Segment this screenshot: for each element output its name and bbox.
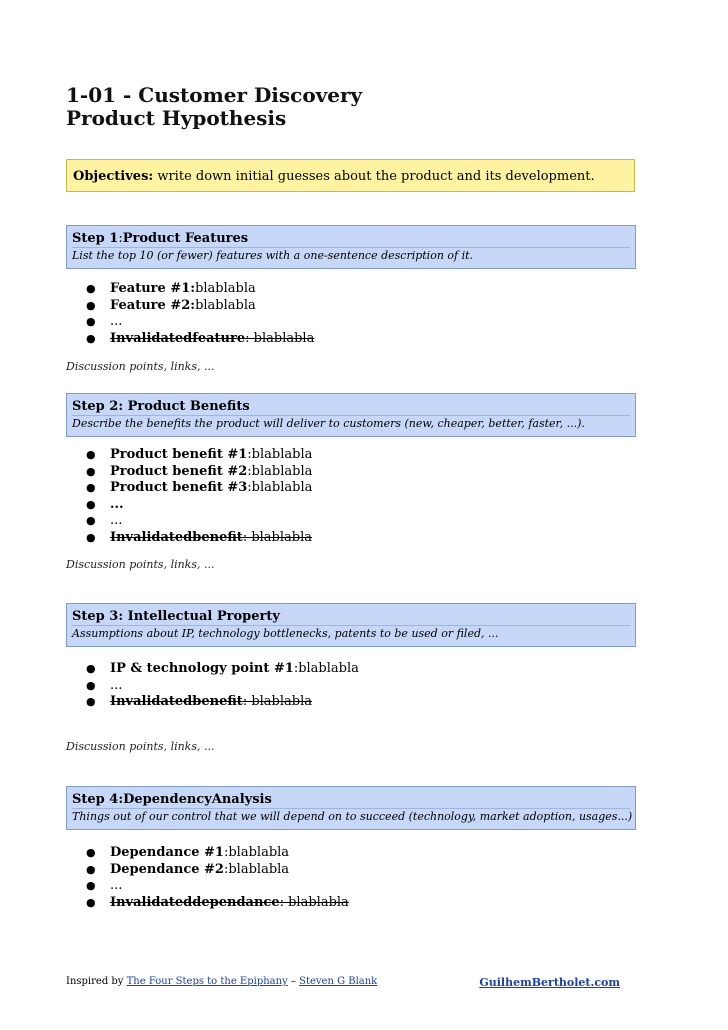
step3-list [86, 661, 359, 711]
item-label: Product benefit #3 [110, 480, 248, 496]
list-item [86, 480, 312, 497]
item-label: Product benefit #1 [110, 447, 248, 462]
list-item-invalidated [86, 895, 349, 912]
site-link[interactable]: GuilhemBertholet.com [479, 976, 620, 989]
footer-dash: – [287, 976, 300, 987]
step1-title-step: Step 1 [72, 231, 119, 246]
footer-prefix: Inspired by [66, 976, 127, 987]
step4-list [86, 845, 349, 911]
item-text: :blablabla [223, 845, 290, 860]
item-text: ... [110, 513, 123, 529]
step3-title: Step 3: Intellectual Property [72, 609, 280, 624]
objectives-label: Objectives: [73, 169, 154, 184]
book-link[interactable]: The Four Steps to the Epiphany [126, 976, 288, 987]
list-item [86, 862, 349, 879]
item-text: blablabla [195, 297, 256, 313]
step1-title-colon: : [118, 231, 123, 246]
objectives-box [66, 159, 635, 192]
step4-description: Things out of our control that we will depend on to succeed (technology, market adoption, usages...) [72, 810, 633, 823]
item-text: blablabla [195, 281, 256, 296]
author-link[interactable]: Steven G Blank [299, 976, 378, 987]
step2-title: Step 2: Product Benefits [72, 399, 250, 414]
item-label: Product benefit #2 [110, 463, 248, 479]
list-item [86, 281, 314, 298]
step2-list [86, 447, 312, 547]
item-text: :blablabla [247, 480, 313, 496]
list-item [86, 661, 359, 678]
list-item [86, 447, 312, 464]
item-label: Invalidateddependance [110, 894, 280, 910]
item-text: :blablabla [223, 861, 290, 877]
item-text: :blablabla [293, 661, 359, 676]
list-item [86, 497, 312, 514]
item-text: : blablabla [245, 330, 315, 346]
item-label: Invalidatedfeature [110, 330, 246, 346]
step1-discussion: Discussion points, links, ... [66, 360, 215, 373]
step1-box [66, 225, 636, 269]
objectives-text: write down initial guesses about the product and its development. [157, 169, 595, 184]
list-item [86, 464, 312, 481]
list-item [86, 878, 349, 895]
list-item [86, 298, 314, 315]
item-text: :blablabla [247, 447, 313, 462]
item-label: IP & technology point #1 [110, 661, 294, 676]
item-label: Invalidatedbenefit [110, 529, 243, 545]
step1-title-name: Product Features [122, 231, 249, 246]
step3-box [66, 603, 636, 647]
item-label: Dependance #2 [110, 861, 224, 877]
item-text: : blablabla [279, 894, 349, 910]
page-title-line2: Product Hypothesis [66, 106, 287, 130]
step3-discussion: Discussion points, links, ... [66, 740, 215, 753]
step2-box [66, 393, 636, 437]
page-title-line1: 1-01 - Customer Discovery [66, 83, 363, 107]
list-item [86, 513, 312, 530]
list-item [86, 314, 314, 331]
page-title [66, 84, 362, 130]
step4-box [66, 786, 636, 830]
item-label: ... [110, 496, 124, 512]
item-text: :blablabla [247, 463, 313, 479]
list-item-invalidated [86, 530, 312, 547]
item-label: Feature #2: [110, 297, 196, 313]
step4-title: Step 4:DependencyAnalysis [72, 792, 272, 807]
step1-title [72, 230, 630, 247]
footer [66, 976, 626, 987]
step1-list [86, 281, 314, 347]
step2-description: Describe the benefits the product will deliver to customers (new, cheaper, better, faster, ...). [72, 415, 630, 431]
item-label: Invalidatedbenefit [110, 694, 243, 710]
step2-discussion: Discussion points, links, ... [66, 558, 215, 571]
item-text: : blablabla [242, 694, 313, 710]
item-label: Dependance #1 [110, 845, 224, 860]
item-label: Feature #1: [110, 281, 196, 296]
list-item [86, 678, 359, 695]
list-item-invalidated [86, 331, 314, 348]
step3-description: Assumptions about IP, technology bottlenecks, patents to be used or filed, ... [72, 625, 630, 641]
list-item-invalidated [86, 694, 359, 711]
item-text: ... [110, 314, 123, 330]
item-text: ... [110, 677, 123, 693]
list-item [86, 845, 349, 862]
item-text: : blablabla [242, 529, 313, 545]
step1-description: List the top 10 (or fewer) features with a one-sentence description of it. [72, 247, 630, 263]
item-text: ... [110, 878, 123, 894]
